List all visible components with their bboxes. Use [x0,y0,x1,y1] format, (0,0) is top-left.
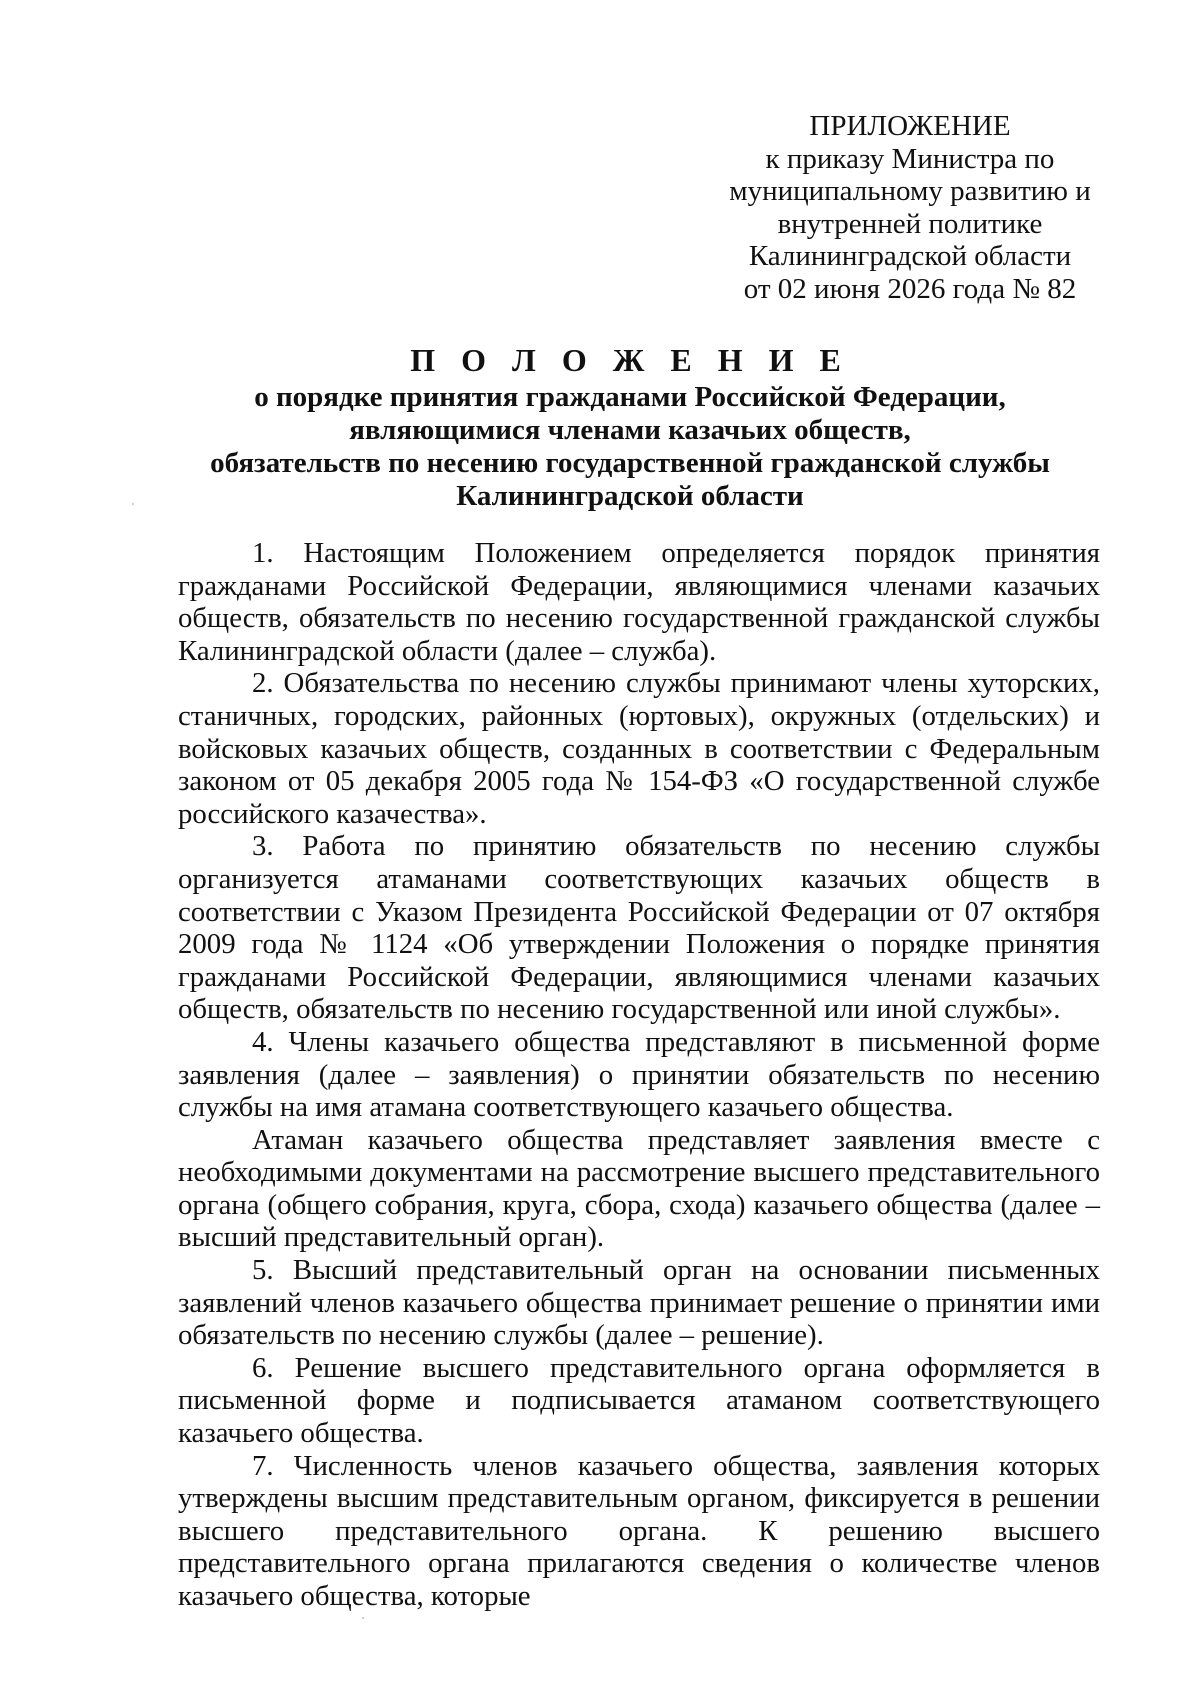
appendix-header [700,110,1120,305]
appendix-line: ПРИЛОЖЕНИЕ [809,110,1011,142]
paragraph-7: 7. Численность членов казачьего общества, заявления которых утверждены высшим представительным органом, фиксируется в решении высшего представительного органа. К решению высшего представительного органа прилагаются сведения о количестве членов казачьего общества, которые [178,1449,1100,1612]
subtitle-line: о порядке принятия гражданами Российской Федерации, [254,381,1006,413]
paragraph-3: 3. Работа по принятию обязательств по несению службы организуется атаманами соответствующих казачьих обществ в соответствии с Указом Президента Российской Федерации от 07 октября 2009 года № 1124 «Об утверждении Положения о порядке принятия гражданами Российской Федерации, являющимися членами казачьих обществ, обязательств по несению государственной или иной службы». [178,830,1100,1026]
paragraph-5: 5. Высший представительный орган на основании письменных заявлений членов казачьего общества принимает решение о принятии ими обязательств по несению службы (далее – решение). [178,1254,1100,1352]
scan-speck [132,503,134,505]
appendix-line: от 02 июня 2026 года № 82 [743,272,1077,305]
subtitle-line: являющимися членами казачьих обществ, [349,414,911,446]
document-title-block [170,340,1090,513]
appendix-line: муниципальному развитию и [729,175,1091,207]
paragraph-6: 6. Решение высшего представительного органа оформляется в письменной форме и подписывается атаманом соответствующего казачьего общества. [178,1351,1100,1450]
scan-speck [362,1617,364,1619]
paragraph-4: 4. Члены казачьего общества представляют в письменной форме заявления (далее – заявления) о принятии обязательств по несению службы на имя атамана соответствующего казачьего общества. [178,1025,1100,1124]
document-subtitle [170,381,1090,513]
paragraph-1: 1. Настоящим Положением определяется порядок принятия гражданами Российской Федерации, являющимися членами казачьих обществ, обязательств по несению государственной гражданской службы Калининградской области (далее – служба). [178,537,1100,667]
appendix-line: Калининградской области [748,240,1072,272]
document-body [178,537,1100,1613]
subtitle-line: обязательств по несению государственной гражданской службы [210,447,1050,479]
document-title: П О Л О Ж Е Н И Е [410,342,850,378]
appendix-line: внутренней политике [777,207,1043,240]
paragraph-2: 2. Обязательства по несению службы принимают члены хуторских, станичных, городских, районных (юртовых), окружных (отдельских) и войсковых казачьих обществ, созданных в соответствии с Федеральным законом от 05 декабря 2005 года № 154-ФЗ «О государственной службе российского казачества». [178,667,1100,830]
appendix-line: к приказу Министра по [765,142,1055,175]
paragraph-4-continued: Атаман казачьего общества представляет заявления вместе с необходимыми документами на рассмотрение высшего представительного органа (общего собрания, круга, сбора, схода) казачьего общества (далее – высший представительный орган). [178,1123,1100,1254]
subtitle-line: Калининградской области [456,480,804,512]
